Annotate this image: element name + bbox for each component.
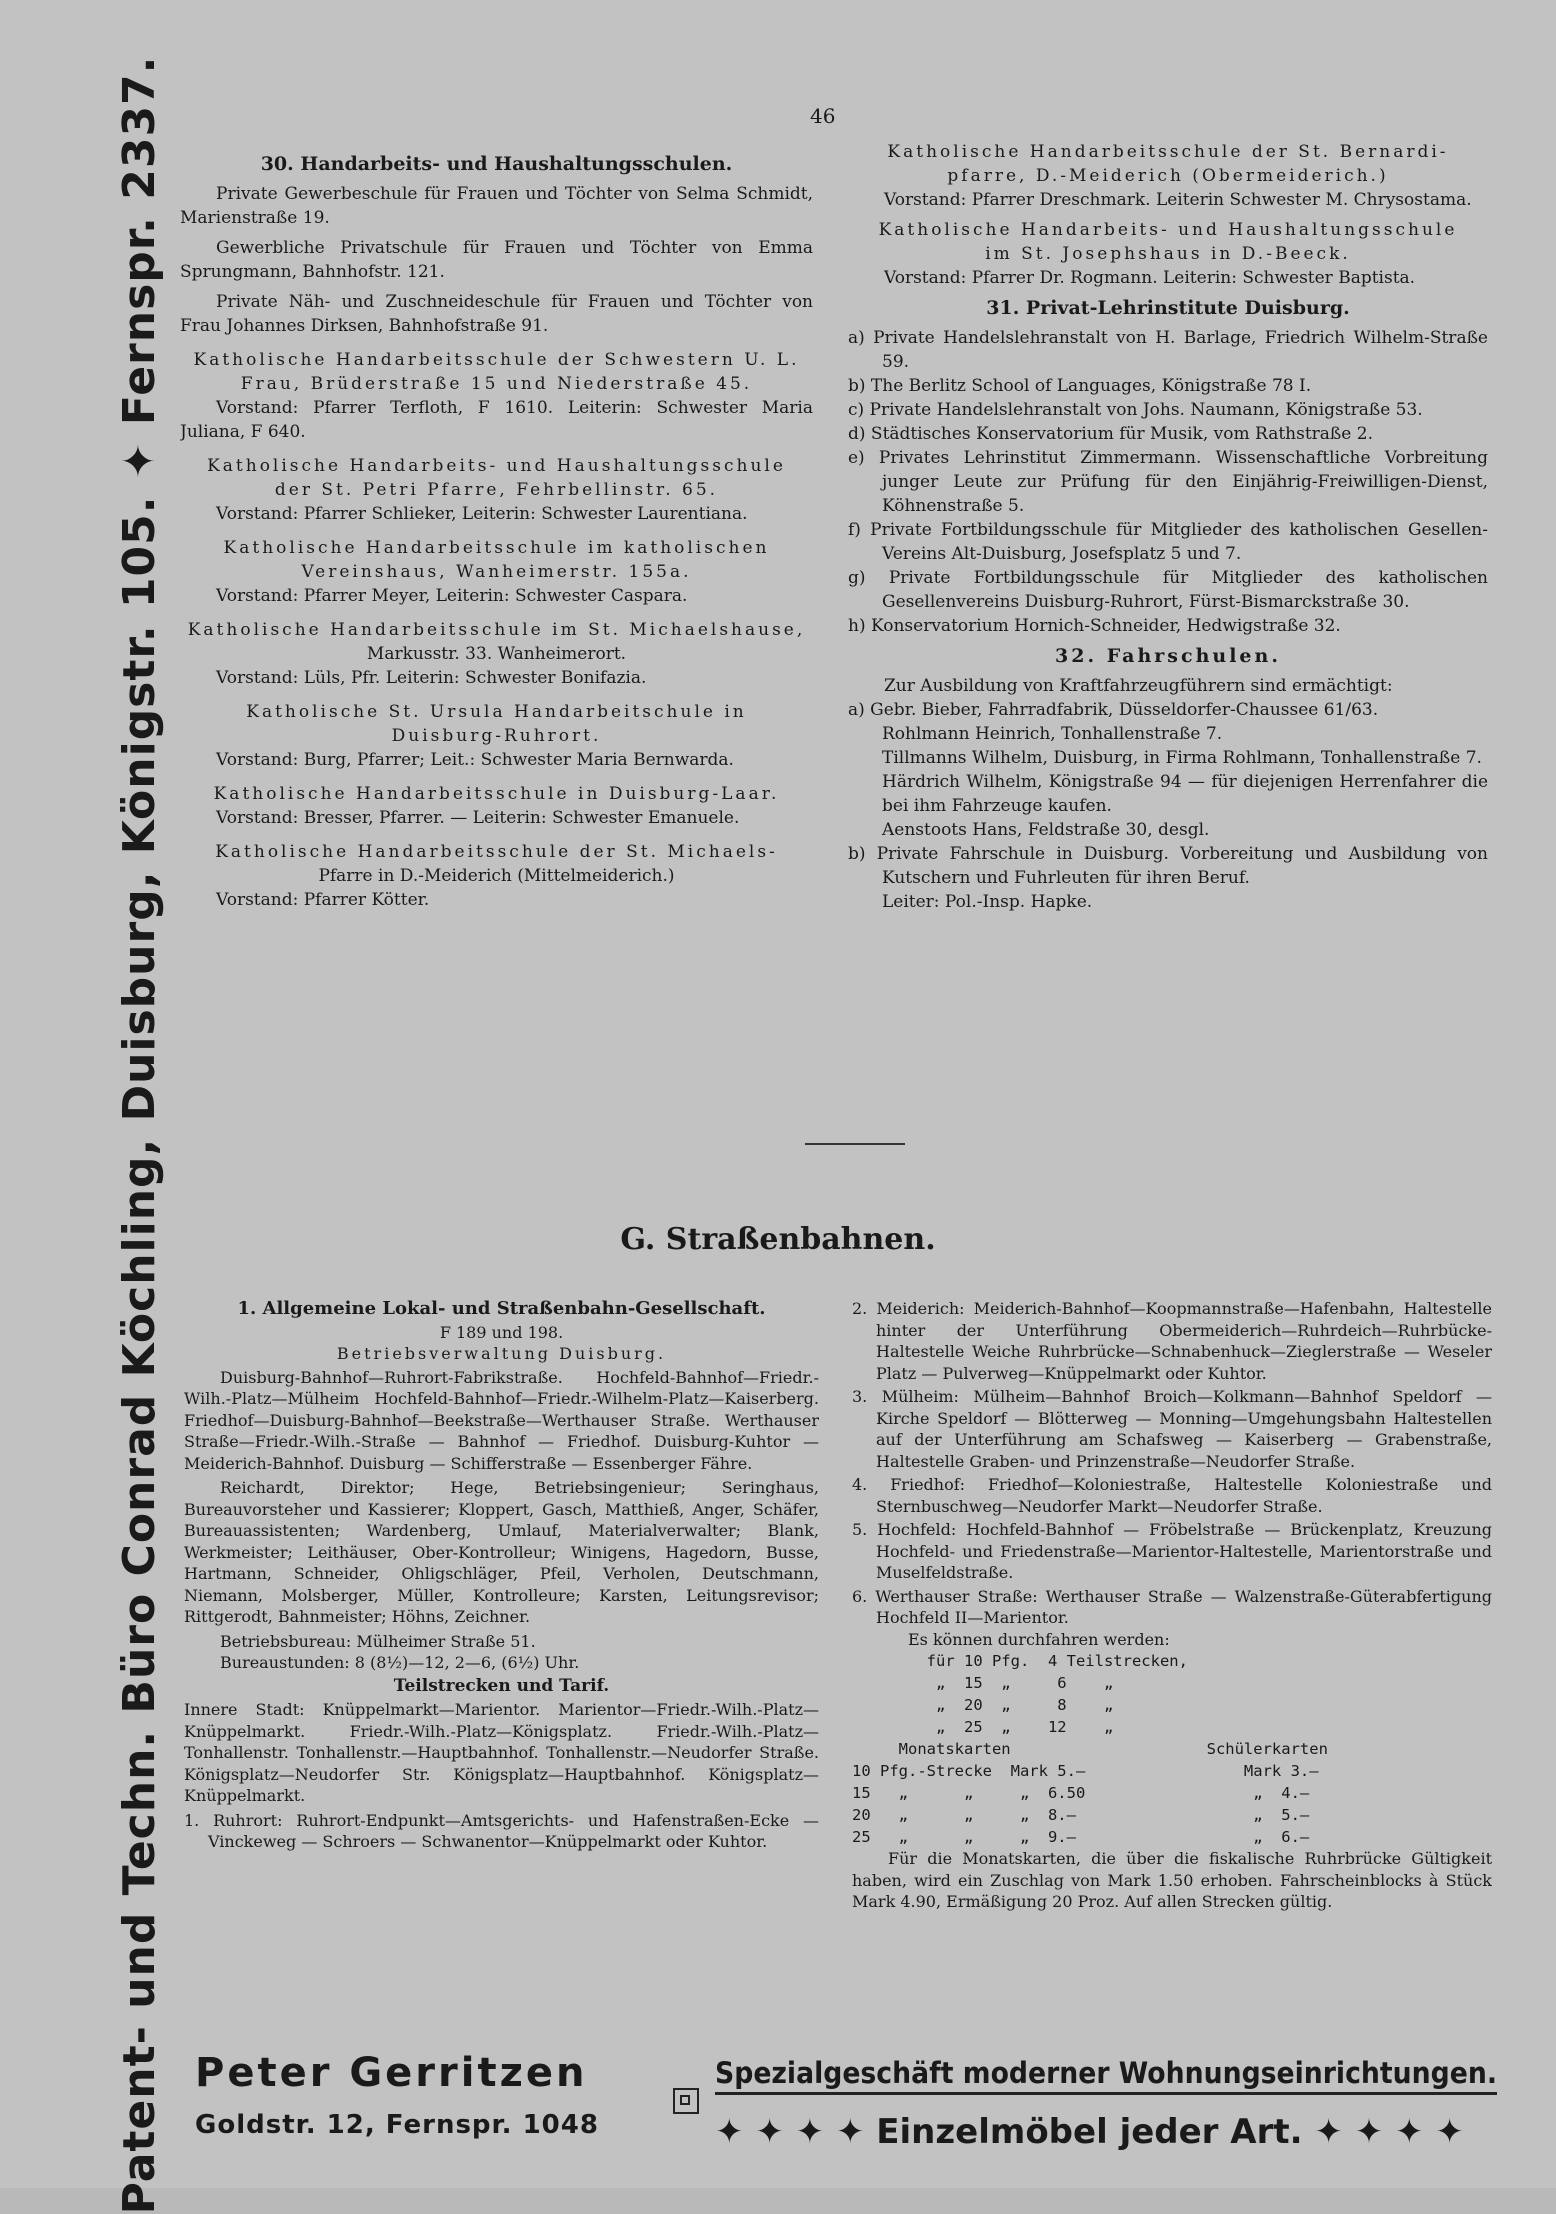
- entry-title: Vereinshaus, Wanheimerstr. 155a.: [301, 562, 692, 582]
- list-item: a) Private Handelslehranstalt von H. Barlage, Friedrich Wilhelm-Straße 59.: [848, 328, 1488, 372]
- list-subitem: Härdrich Wilhelm, Königstraße 94 — für diejenigen Herrenfahrer die bei ihm Fahrzeuge kaufen.: [882, 772, 1488, 816]
- route-item: 6. Werthauser Straße: Werthauser Straße — Walzenstraße-Güterabfertigung Hochfeld II—Marientor.: [852, 1586, 1492, 1627]
- entry-title: Katholische Handarbeitsschule der Schwestern U. L.: [193, 350, 800, 370]
- entry-detail: Vorstand: Pfarrer Dr. Rogmann. Leiterin: Schwester Baptista.: [884, 268, 1416, 288]
- route-item: 2. Meiderich: Meiderich-Bahnhof—Koopmannstraße—Hafenbahn, Haltestelle hinter der Unterführung Obermeiderich—Ruhrdeich—Ruhrbücke-Haltestelle Weiche Ruhrbrücke—Schnabenhuck—Zieglerstraße — Weseler Platz — Pulverweg—Knüppelmarkt oder Kuhtor.: [852, 1299, 1492, 1383]
- entry-title: der St. Petri Pfarre, Fehrbellinstr. 65.: [274, 480, 719, 500]
- entry-title: Katholische Handarbeits- und Haushaltungsschule: [878, 220, 1458, 240]
- route-item: 3. Mülheim: Mülheim—Bahnhof Broich—Kolkmann—Bahnhof Speldorf — Kirche Speldorf — Blötterweg — Monning—Umgehungsbahn Haltestellen auf der Unterführung am Schafsweg — Kaiserberg — Grabenstraße, Haltestelle Graben- und Prinzenstraße—Neudorfer Straße.: [852, 1387, 1492, 1471]
- routes-paragraph: Duisburg-Bahnhof—Ruhrort-Fabrikstraße. Hochfeld-Bahnhof—Friedr.-Wilh.-Platz—Mülheim Hochfeld-Bahnhof—Friedr.-Wilhelm-Platz—Kaiserberg. Friedhof—Duisburg-Bahnhof—Beekstraße—Werthauser Straße. Werthauser Straße—Friedr.-Wilh.-Straße — Bahnhof — Friedhof. Duisburg-Kuhtor — Meiderich-Bahnhof. Duisburg — Schifferstraße — Essenberger Fähre.: [184, 1367, 819, 1473]
- entry-title: Pfarre in D.-Meiderich (Mittelmeiderich.): [318, 866, 675, 886]
- entry-detail: Vorstand: Lüls, Pfr. Leiterin: Schwester Bonifazia.: [216, 668, 647, 688]
- list-item: d) Städtisches Konservatorium für Musik, vom Rathstraße 2.: [848, 424, 1373, 444]
- list-item: c) Private Handelslehranstalt von Johs. Naumann, Königstraße 53.: [848, 400, 1423, 420]
- entry-title: pfarre, D.-Meiderich (Obermeiderich.): [947, 166, 1389, 186]
- entry-paragraph: Zur Ausbildung von Kraftfahrzeugführern sind ermächtigt:: [884, 676, 1393, 696]
- entry-paragraph: Gewerbliche Privatschule für Frauen und Töchter von Emma Sprungmann, Bahnhofstr. 121.: [180, 238, 813, 282]
- page-number: 46: [810, 104, 836, 128]
- list-item: a) Gebr. Bieber, Fahrradfabrik, Düsseldorfer-Chaussee 61/63.: [848, 700, 1379, 720]
- list-item: f) Private Fortbildungsschule für Mitglieder des katholischen Gesellen-Vereins Alt-Duisburg, Josefsplatz 5 und 7.: [848, 520, 1488, 564]
- staff-paragraph: Reichardt, Direktor; Hege, Betriebsingenieur; Seringhaus, Bureauvorsteher und Kassierer; Kloppert, Gasch, Matthieß, Anger, Schäfer, Bureauassistenten; Wardenberg, Umlauf, Materialverwalter; Blank, Werkmeister; Leithäuser, Ober-Kontrolleur; Winigens, Hagedorn, Busse, Hartmann, Schneider, Ohligschläger, Pfeil, Verholen, Deutschmann, Niemann, Molsberger, Müller, Kontrolleure; Karsten, Leitungsrevisor; Rittgerodt, Bahnmeister; Höhns, Zeichner.: [184, 1478, 819, 1626]
- list-item: b) The Berlitz School of Languages, Königstraße 78 I.: [848, 376, 1312, 396]
- route-item: 4. Friedhof: Friedhof—Koloniestraße, Haltestelle Koloniestraße und Sternbuschweg—Neudorfer Markt—Neudorfer Straße.: [852, 1475, 1492, 1516]
- list-subitem: Leiter: Pol.-Insp. Hapke.: [882, 892, 1093, 912]
- monthly-ticket-header: Monatskarten Schülerkarten: [852, 1740, 1328, 1758]
- left-top-column: [180, 148, 813, 1078]
- administration-name: Betriebsverwaltung Duisburg.: [336, 1344, 667, 1363]
- list-item: e) Privates Lehrinstitut Zimmermann. Wissenschaftliche Vorbreitung junger Leute zur Prüfung für den Einjährig-Freiwilligen-Dienst, Köhnenstraße 5.: [848, 448, 1488, 516]
- entry-detail: Vorstand: Pfarrer Dreschmark. Leiterin Schwester M. Chrysostama.: [884, 190, 1472, 210]
- entry-title: Katholische Handarbeitsschule der St. Michaels-: [215, 842, 778, 862]
- entry-detail: Vorstand: Pfarrer Kötter.: [216, 890, 430, 910]
- entry-title: Katholische Handarbeits- und Haushaltungsschule: [207, 456, 786, 476]
- section-divider: [805, 1143, 905, 1145]
- list-item: h) Konservatorium Hornich-Schneider, Hedwigstraße 32.: [848, 616, 1341, 636]
- list-item: b) Private Fahrschule in Duisburg. Vorbereitung und Ausbildung von Kutschern und Fuhrleuten für ihren Beruf.: [848, 844, 1488, 888]
- advertiser-address: Goldstr. 12, Fernspr. 1048: [195, 2110, 599, 2140]
- entry-detail: Vorstand: Pfarrer Meyer, Leiterin: Schwester Caspara.: [216, 586, 688, 606]
- section-32-heading: 32. Fahrschulen.: [1055, 645, 1281, 667]
- entry-detail: Vorstand: Bresser, Pfarrer. — Leiterin: Schwester Emanuele.: [216, 808, 740, 828]
- entry-title: Katholische Handarbeitsschule der St. Bernardi-: [887, 142, 1449, 162]
- side-advertisement: Patent- und Techn. Büro Conrad Köchling, Duisburg, Königstr. 105. ✦ Fernspr. 2337.: [113, 55, 165, 2214]
- list-subitem: Aenstoots Hans, Feldstraße 30, desgl.: [882, 820, 1210, 840]
- entry-title: Katholische Handarbeitsschule im katholischen: [223, 538, 770, 558]
- tarif-heading: Teilstrecken und Tarif.: [393, 1675, 610, 1696]
- route-item: 5. Hochfeld: Hochfeld-Bahnhof — Fröbelstraße — Brückenplatz, Kreuzung Hochfeld- und Friedenstraße—Marientor-Haltestelle, Marientorstraße und Muselfeldstraße.: [852, 1520, 1492, 1582]
- bottom-advertisement: [195, 2050, 1497, 2160]
- list-subitem: Rohlmann Heinrich, Tonhallenstraße 7.: [882, 724, 1223, 744]
- advertiser-slogan: Spezialgeschäft moderner Wohnungseinrichtungen.: [715, 2056, 1497, 2095]
- entry-detail: Vorstand: Pfarrer Terfloth, F 1610. Leiterin: Schwester Maria Juliana, F 640.: [180, 398, 813, 442]
- fare-table: für 10 Pfg. 4 Teilstrecken, „ 15 „ 6 „ „ 20 „ 8 „ „ 25 „ 12 „: [926, 1652, 1188, 1736]
- advertiser-tagline: ✦ ✦ ✦ ✦ Einzelmöbel jeder Art. ✦ ✦ ✦ ✦: [715, 2112, 1464, 2152]
- through-travel-note: Es können durchfahren werden:: [908, 1629, 1170, 1649]
- section-1-heading: 1. Allgemeine Lokal- und Straßenbahn-Gesellschaft.: [237, 1298, 766, 1319]
- inner-city-routes: Innere Stadt: Knüppelmarkt—Marientor. Marientor—Friedr.-Wilh.-Platz—Knüppelmarkt. Friedr.-Wilh.-Platz—Königsplatz. Friedr.-Wilh.-Platz—Tonhallenstr. Tonhallenstr.—Hauptbahnhof. Tonhallenstr.—Neudorfer Straße. Königsplatz—Neudorfer Str. Königsplatz—Hauptbahnhof. Königsplatz—Knüppelmarkt.: [184, 1700, 819, 1805]
- left-bottom-column: [184, 1298, 819, 2033]
- section-30-heading: 30. Handarbeits- und Haushaltungsschulen.: [260, 153, 733, 175]
- entry-title: im St. Josephshaus in D.-Beeck.: [985, 244, 1351, 264]
- bureau-address: Betriebsbureau: Mülheimer Straße 51.: [220, 1631, 536, 1651]
- monthly-ticket-note: Für die Monatskarten, die über die fiskalische Ruhrbrücke Gültigkeit haben, wird ein Zuschlag von Mark 1.50 erhoben. Fahrscheinblocks à Stück Mark 4.90, Ermäßigung 20 Proz. Auf allen Strecken gültig.: [852, 1849, 1492, 1911]
- entry-paragraph: Private Näh- und Zuschneideschule für Frauen und Töchter von Frau Johannes Dirksen, Bahnhofstraße 91.: [180, 292, 813, 336]
- list-subitem: Tillmanns Wilhelm, Duisburg, in Firma Rohlmann, Tonhallenstraße 7.: [882, 748, 1482, 768]
- right-bottom-column: [852, 1298, 1492, 2033]
- entry-paragraph: Private Gewerbeschule für Frauen und Töchter von Selma Schmidt, Marienstraße 19.: [180, 184, 813, 228]
- entry-title: Katholische St. Ursula Handarbeitschule in: [246, 702, 747, 722]
- monthly-ticket-table: 10 Pfg.-Strecke Mark 5.— Mark 3.— 15 „ „ „ 6.50 „ 4.— 20 „ „ „ 8.— „ 5.— 25 „ „ „ 9.— „ 6.—: [852, 1762, 1319, 1846]
- phone-numbers: F 189 und 198.: [439, 1322, 564, 1342]
- list-item: g) Private Fortbildungsschule für Mitglieder des katholischen Gesellenvereins Duisburg-Ruhrort, Fürst-Bismarckstraße 30.: [848, 568, 1488, 612]
- advertiser-name: Peter Gerritzen: [195, 2050, 588, 2096]
- entry-detail: Vorstand: Pfarrer Schlieker, Leiterin: Schwester Laurentiana.: [216, 504, 748, 524]
- entry-detail: Vorstand: Burg, Pfarrer; Leit.: Schwester Maria Bernwarda.: [216, 750, 734, 770]
- bureau-hours: Bureaustunden: 8 (8½)—12, 2—6, (6½) Uhr.: [220, 1653, 580, 1672]
- route-item: 1. Ruhrort: Ruhrort-Endpunkt—Amtsgerichts- und Hafenstraßen-Ecke — Vinckeweg — Schroers — Schwanentor—Knüppelmarkt oder Kuhtor.: [184, 1810, 819, 1851]
- entry-title: Markusstr. 33. Wanheimerort.: [366, 644, 627, 664]
- entry-title: Duisburg-Ruhrort.: [391, 726, 602, 746]
- entry-title: Katholische Handarbeitsschule in Duisburg-Laar.: [213, 784, 780, 804]
- section-31-heading: 31. Privat-Lehrinstitute Duisburg.: [986, 297, 1350, 319]
- section-g-title: G. Straßenbahnen.: [620, 1222, 936, 1257]
- ornament-icon: [673, 2088, 699, 2114]
- entry-title: Frau, Brüderstraße 15 und Niederstraße 45.: [240, 374, 753, 394]
- entry-title: Katholische Handarbeitsschule im St. Michaelshause,: [187, 620, 806, 640]
- right-top-column: [848, 140, 1488, 1080]
